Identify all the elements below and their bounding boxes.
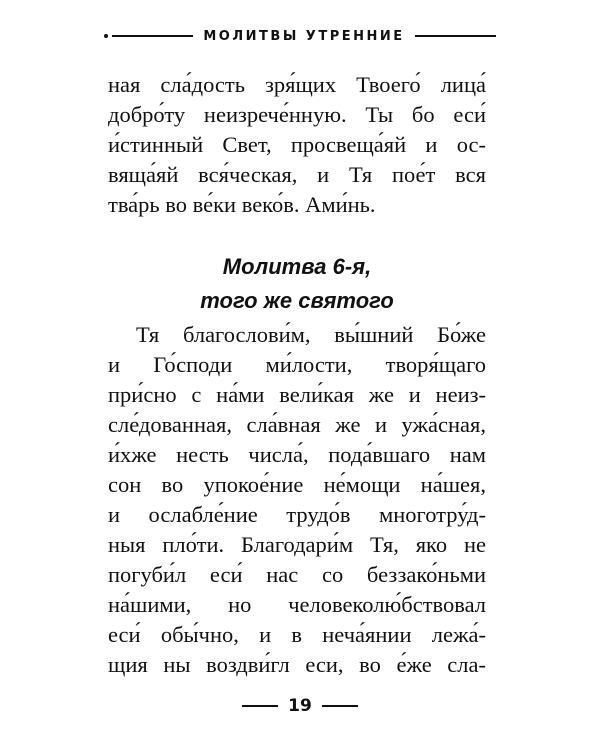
header-rule-right [415, 35, 496, 37]
text-line: при́сно с на́ми вели́кая же и неиз- [108, 382, 486, 407]
text-line: добро́ту неизрече́нную. Ты бо еси́ [108, 102, 486, 127]
running-header [104, 24, 496, 48]
text-line: и́стинный Свет, просвеща́яй и ос- [108, 132, 486, 157]
page-number: 19 [288, 696, 312, 716]
header-rule-left [112, 35, 193, 37]
paragraph-1 [108, 70, 486, 220]
paragraph-2 [108, 320, 486, 680]
text-line: погуби́л еси́ нас со беззако́ньми [108, 562, 486, 587]
page-footer [240, 694, 360, 718]
header-dot [104, 34, 108, 38]
text-line: еси́ обы́чно, и в неча́янии лежа́- [108, 622, 486, 647]
text-line: вяща́яй вся́ческая, и Тя пое́т вся [108, 162, 486, 187]
text-line: и ослабле́ние трудо́в многотру́д- [108, 502, 486, 527]
text-line: и́хже несть числа́, пода́вшаго нам [108, 442, 486, 467]
text-line: щия ны воздви́гл еси, во е́же сла- [108, 652, 486, 677]
text-line: сон во упокое́ние не́мощи на́шея, [108, 472, 486, 497]
heading-line-2: того же святого [200, 288, 394, 313]
text-line: на́шими, но человеколю́бствовал [108, 592, 486, 617]
text-line: ныя пло́ти. Благодари́м Тя, яко не [108, 532, 486, 557]
header-title: МОЛИТВЫ УТРЕННИЕ [203, 28, 405, 44]
text-line: Тя благослови́м, вы́шний Бо́же [136, 322, 486, 347]
text-line: тва́рь во ве́ки веко́в. Ами́нь. [108, 192, 376, 217]
prayer-heading [108, 250, 486, 318]
footer-dash-right [322, 705, 358, 707]
text-line: ная сла́дость зря́щих Твоего́ лица́ [108, 72, 486, 97]
heading-line-1: Молитва 6-я, [222, 254, 372, 279]
footer-dash-left [242, 705, 278, 707]
text-line: и Го́споди ми́лости, творя́щаго [108, 352, 486, 377]
text-line: сле́дованная, сла́вная же и ужа́сная, [108, 412, 486, 437]
